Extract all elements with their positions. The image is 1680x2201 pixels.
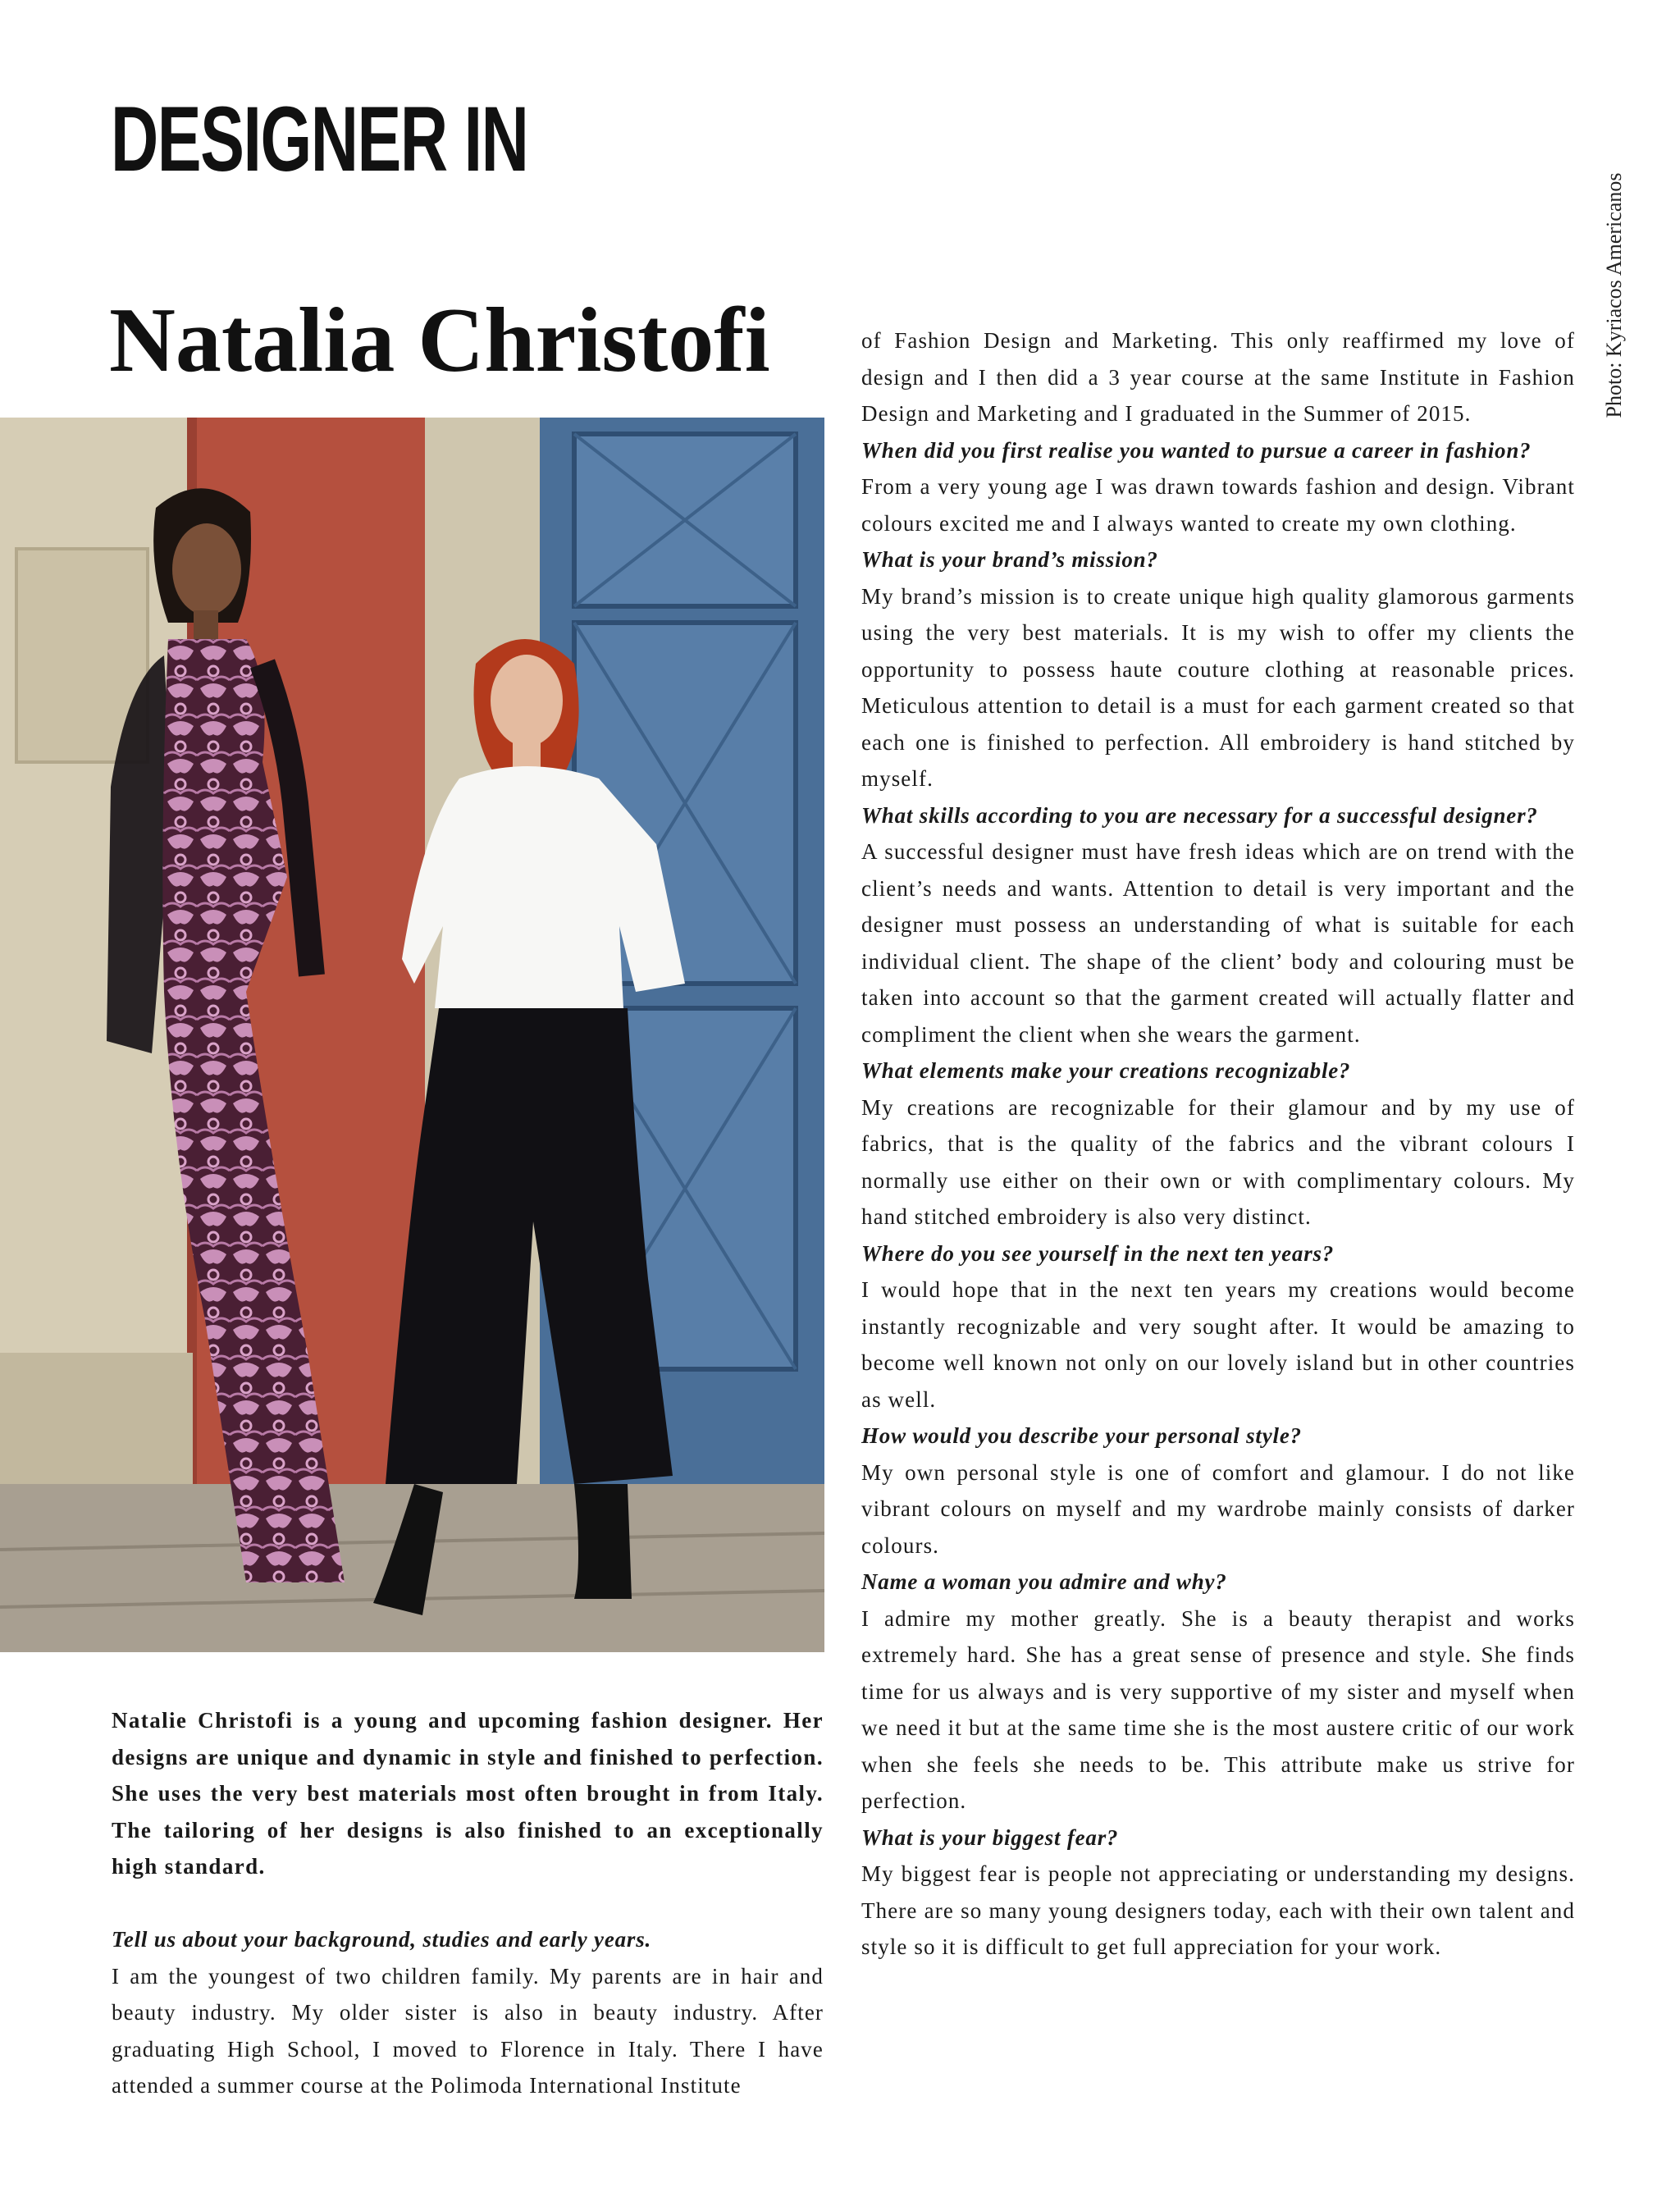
article-title: Natalia Christofi — [109, 290, 770, 391]
answer: I admire my mother greatly. She is a beauty therapist and works extremely hard. She has a great sense of presence and style. She finds time for us always and is very supportive of my sister and myself when we need it but at the same time she is the most austere critic of our work when she feels she needs to be. This attribute make us strive for perfection. — [861, 1605, 1575, 1813]
question: What is your brand’s mission? — [861, 547, 1158, 572]
answer: From a very young age I was drawn towards fashion and design. Vibrant colours excited me and I always wanted to create my own clothing. — [861, 474, 1575, 536]
answer: My biggest fear is people not appreciating or understanding my designs. There are so many young designers today, each with their own talent and style so it is difficult to get full appreciation for your work. — [861, 1861, 1575, 1959]
continuation-paragraph: of Fashion Design and Marketing. This only reaffirmed my love of design and I then did a 3 year course at the same Institute in Fashion Design and Marketing and I graduated in the Summer of 2015. — [861, 328, 1575, 426]
question: What skills according to you are necessary for a successful designer? — [861, 802, 1538, 828]
answer: I am the youngest of two children family. My parents are in hair and beauty industry. My older sister is also in beauty industry. After graduating High School, I moved to Florence in Italy. There I have attended a summer course at the Polimoda International Institute — [112, 1963, 824, 2098]
section-title: DESIGNER IN — [111, 88, 528, 190]
answer: My brand’s mission is to create unique high quality glamorous garments using the very best materials. It is my wish to offer my clients the opportunity to possess haute couture clothing at reasonable prices. Meticulous attention to detail is a must for each garment created so that each one is finished to perfection. All embroidery is hand stitched by myself. — [861, 583, 1575, 791]
article-photo — [0, 418, 824, 1652]
question: What elements make your creations recognizable? — [861, 1058, 1351, 1083]
question: Tell us about your background, studies and early years. — [112, 1927, 652, 1952]
intro-paragraph: Natalie Christofi is a young and upcoming fashion designer. Her designs are unique and dynamic in style and finished to perfection. She uses the very best materials most often brought in from Italy. The tailoring of her designs is also finished to an exceptionally high standard. — [112, 1708, 824, 1879]
left-qa-block — [112, 1921, 824, 2104]
question: How would you describe your personal style? — [861, 1423, 1302, 1448]
question: Where do you see yourself in the next ten years? — [861, 1240, 1335, 1266]
question: What is your biggest fear? — [861, 1824, 1119, 1850]
right-column — [861, 322, 1575, 1966]
answer: I would hope that in the next ten years my creations would become instantly recognizable and very sought after. It would be amazing to become well known not only on our lovely island but in other countries as well. — [861, 1277, 1575, 1412]
photo-credit: Photo: Kyriacos Americanos — [1602, 172, 1626, 418]
question: Name a woman you admire and why? — [861, 1569, 1227, 1594]
answer: A successful designer must have fresh ideas which are on trend with the client’s needs and wants. Attention to detail is very important and the designer must possess an understanding of what is suitable for each individual client. The shape of the client’ body and colouring must be taken into account so that the garment created will actually flatter and compliment the client when she wears the garment. — [861, 839, 1575, 1047]
question: When did you first realise you wanted to pursue a career in fashion? — [861, 437, 1532, 463]
answer: My creations are recognizable for their glamour and by my use of fabrics, that is the quality of the fabrics and the vibrant colours I normally use either on their own or with complimentary colours. My hand stitched embroidery is also very distinct. — [861, 1094, 1575, 1229]
answer: My own personal style is one of comfort and glamour. I do not like vibrant colours on myself and my wardrobe mainly consists of darker colours. — [861, 1459, 1575, 1558]
